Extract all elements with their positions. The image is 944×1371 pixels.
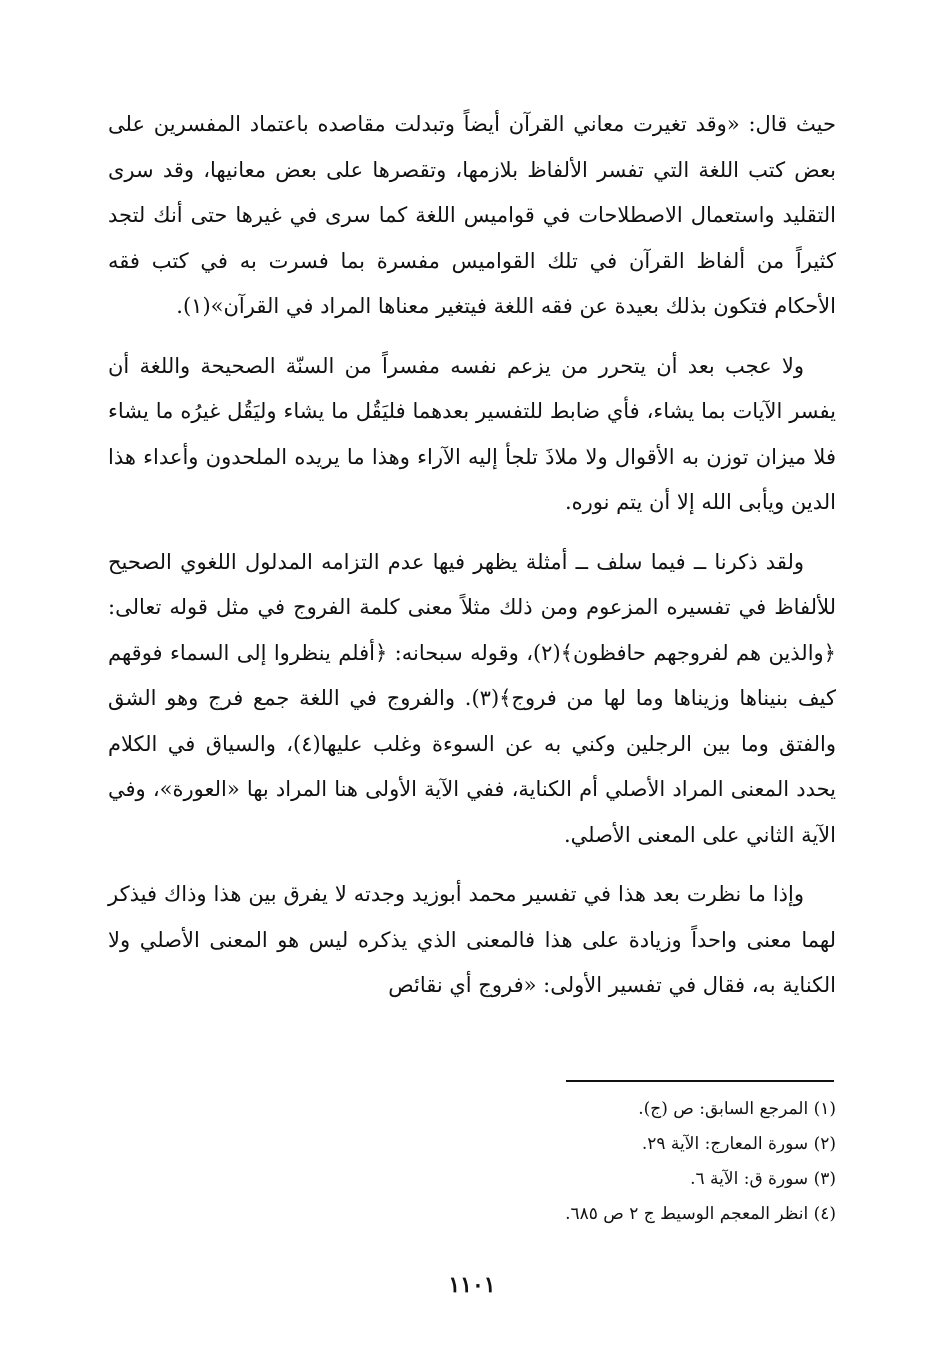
footnote-divider: [566, 1080, 834, 1082]
paragraph-quote: حيث قال: «وقد تغيرت معاني القرآن أيضاً وتبدلت مقاصده باعتماد المفسرين على بعض كتب اللغة التي تفسر الألفاظ بلازمها، وتقصرها على بعض معانيها، وقد سرى التقليد واستعمال الاصطلاحات في قواميس اللغة كما سرى في غيرها حتى أنك لتجد كثيراً من ألفاظ القرآن في تلك القواميس مفسرة بما فسرت به في كتب فقه الأحكام فتكون بذلك بعيدة عن فقه اللغة فيتغير معناها المراد في القرآن»(١).: [108, 112, 836, 318]
footnote-3: (٣) سورة ق: الآية ٦.: [690, 1169, 836, 1189]
footnote-4: (٤) انظر المعجم الوسيط ج ٢ ص ٦٨٥.: [565, 1204, 836, 1224]
main-text: [108, 102, 836, 1009]
footnotes: [236, 1092, 836, 1232]
footnote-2: (٢) سورة المعارج: الآية ٢٩.: [641, 1134, 836, 1154]
footnote-1: (١) المرجع السابق: ص (ج).: [638, 1099, 836, 1119]
paragraph-continuation: وإذا ما نظرت بعد هذا في تفسير محمد أبوزيد وجدته لا يفرق بين هذا وذاك فيذكر لهما معنى واحداً وزيادة على هذا فالمعنى الذي يذكره ليس هو المعنى الأصلي ولا الكناية به، فقال في تفسير الأولى: «فروج أي نقائص: [108, 882, 836, 997]
paragraph-criticism: ولا عجب بعد أن يتحرر من يزعم نفسه مفسراً من السنّة الصحيحة واللغة أن يفسر الآيات بما يشاء، فأي ضابط للتفسير بعدهما فليَقُل ما يشاء وليَقُل غيرُه ما يشاء فلا ميزان توزن به الأقوال ولا ملاذَ تلجأ إليه الآراء وهذا ما يريده الملحدون وأعداء هذا الدين ويأبى الله إلا أن يتم نوره.: [108, 353, 836, 514]
paragraph-examples: ولقد ذكرنا ــ فيما سلف ــ أمثلة يظهر فيها عدم التزامه المدلول اللغوي الصحيح للألفاظ في تفسيره المزعوم ومن ذلك مثلاً معنى كلمة الفروج في مثل قوله تعالى: ﴿والذين هم لفروجهم حافظون﴾(٢)، وقوله سبحانه: ﴿أفلم ينظروا إلى السماء فوقهم كيف بنيناها وزيناها وما لها من فروج﴾(٣). والفروج في اللغة جمع فرج وهو الشق والفتق وما بين الرجلين وكني به عن السوءة وغلب عليها(٤)، والسياق في الكلام يحدد المعنى المراد الأصلي أم الكناية، ففي الآية الأولى هنا المراد بها «العورة»، وفي الآية الثاني على المعنى الأصلي.: [108, 549, 836, 847]
page-number: ١١٠١: [448, 1272, 496, 1298]
